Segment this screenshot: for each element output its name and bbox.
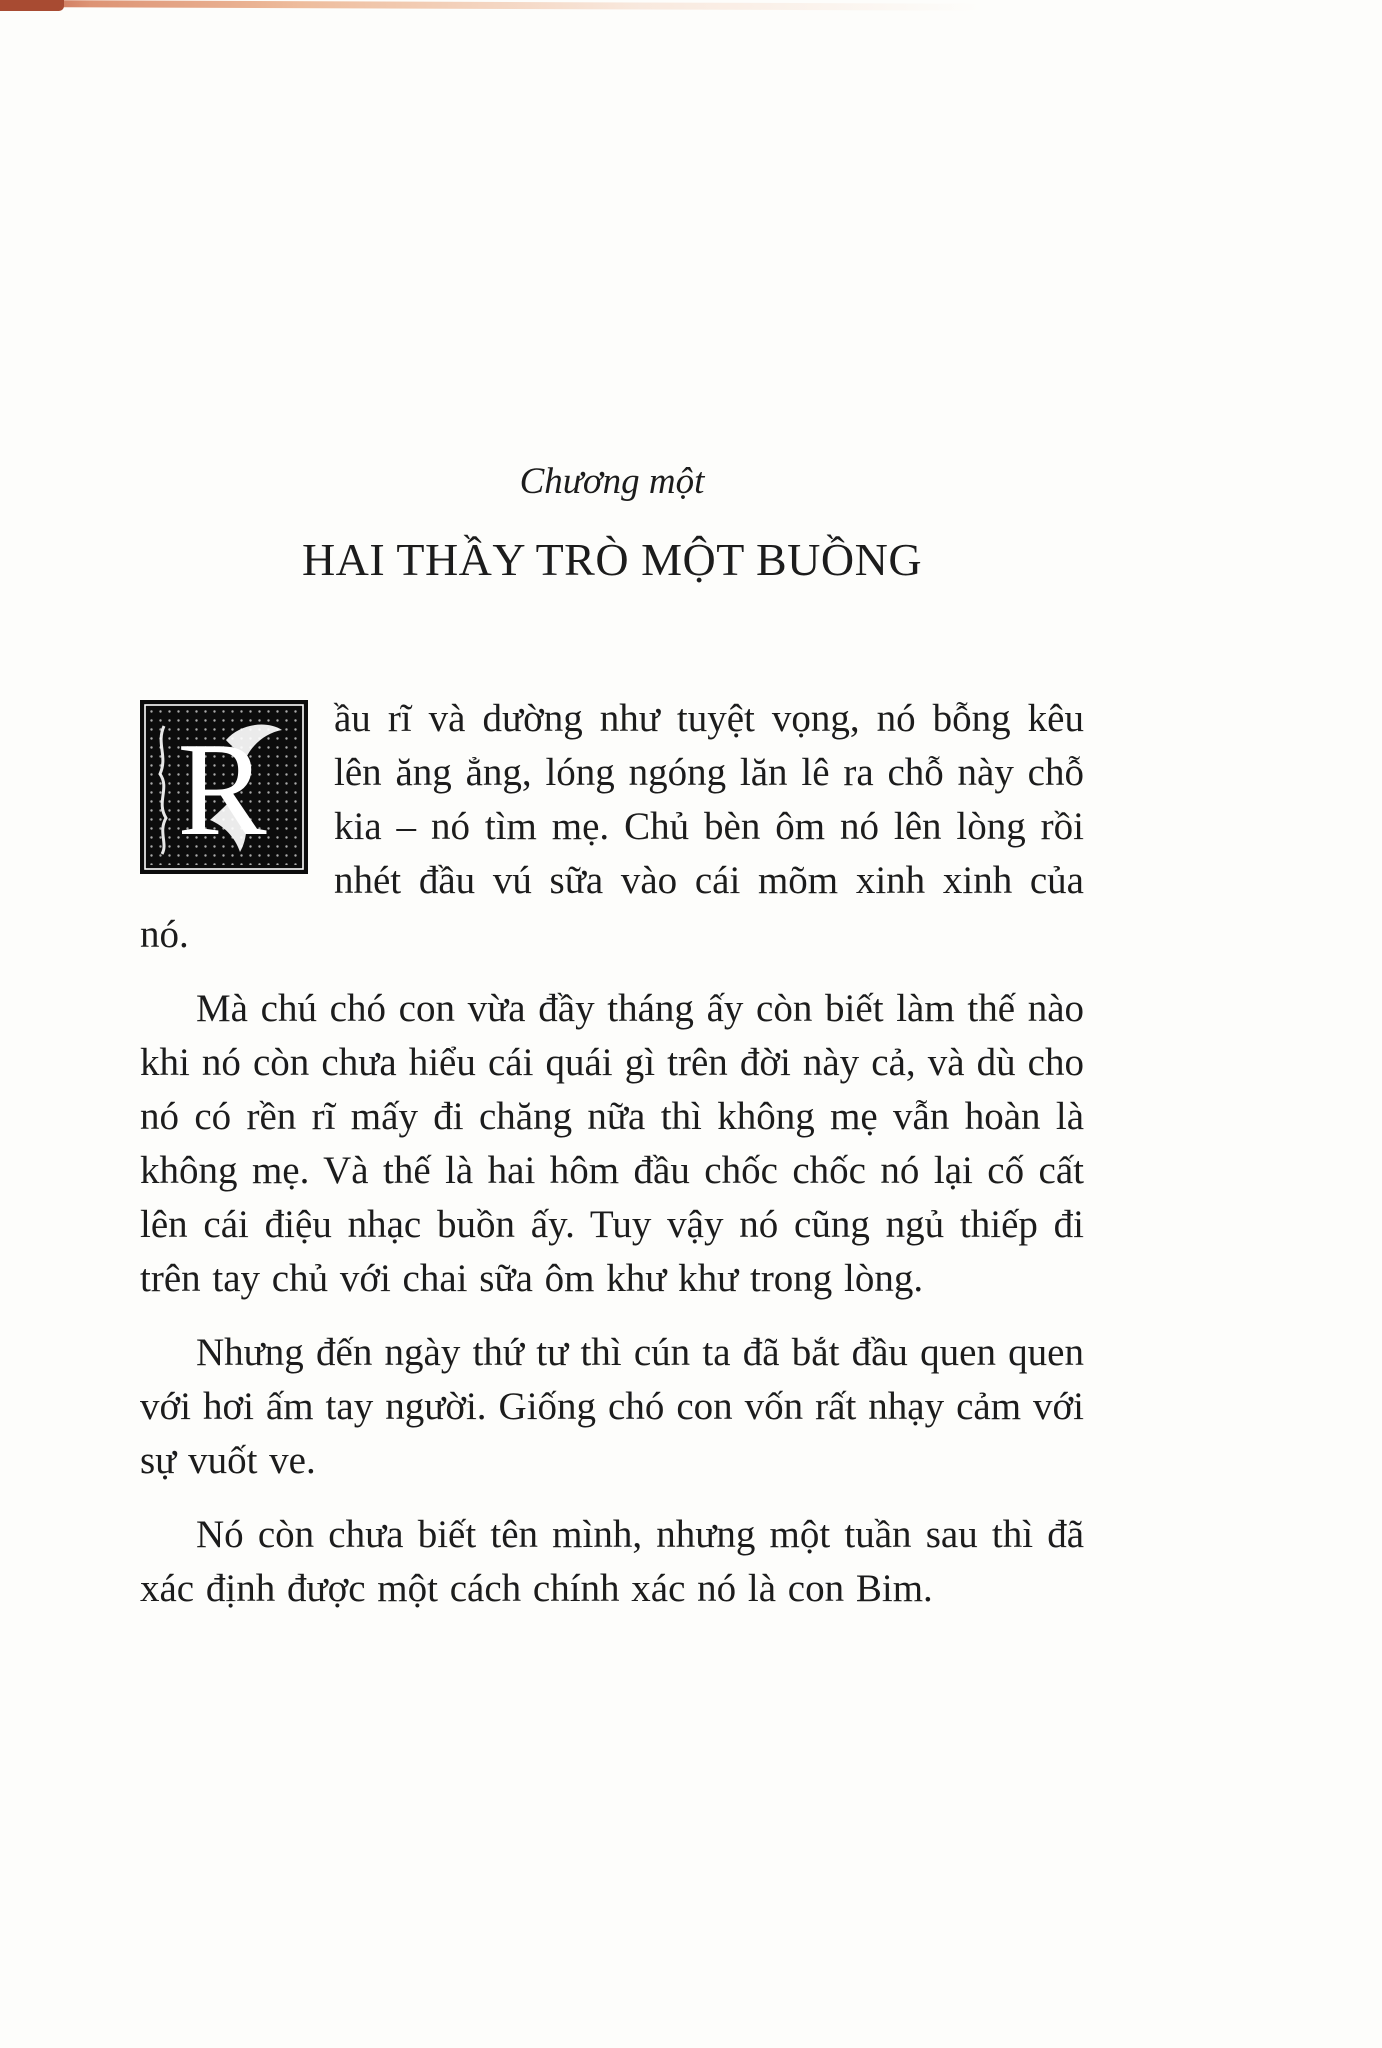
paragraph-2: Mà chú chó con vừa đầy tháng ấy còn biết làm thế nào khi nó còn chưa hiểu cái quái gì trên đời này cả, và dù cho nó có rền rĩ mấy đi chăng nữa thì không mẹ vẫn hoàn là không mẹ. Và thế là hai hôm đầu chốc chốc nó lại cố cất lên cái điệu nhạc buồn ấy. Tuy vậy nó cũng ngủ thiếp đi trên tay chủ với chai sữa ôm khư khư trong lòng. [140,986,1084,1300]
dropcap-initial [140,700,308,874]
scan-edge-artifact [0,0,980,11]
dropcap-letter: R [177,714,267,863]
body-text [140,692,1084,1616]
chapter-label: Chương một [519,461,705,502]
paragraph-3: Nhưng đến ngày thứ tư thì cún ta đã bắt đầu quen quen với hơi ấm tay người. Giống chó con vốn rất nhạy cảm với sự vuốt ve. [140,1330,1084,1482]
paragraph-1-text: ầu rĩ và dường như tuyệt vọng, nó bỗng kêu lên ăng ẳng, lóng ngóng lăn lê ra chỗ này chỗ kia – nó tìm mẹ. Chủ bèn ôm nó lên lòng rồi nhét đầu vú sữa vào cái mõm xinh xinh của nó. [140,696,1084,956]
page-content [140,460,1084,1636]
paragraph-1 [140,692,1084,962]
scan-edge-corner-artifact [0,0,64,11]
chapter-title: HAI THẦY TRÒ MỘT BUỒNG [301,534,923,586]
dropcap-ornament-icon [140,700,308,874]
paragraph-4: Nó còn chưa biết tên mình, nhưng một tuần sau thì đã xác định được một cách chính xác nó là con Bim. [140,1512,1084,1610]
